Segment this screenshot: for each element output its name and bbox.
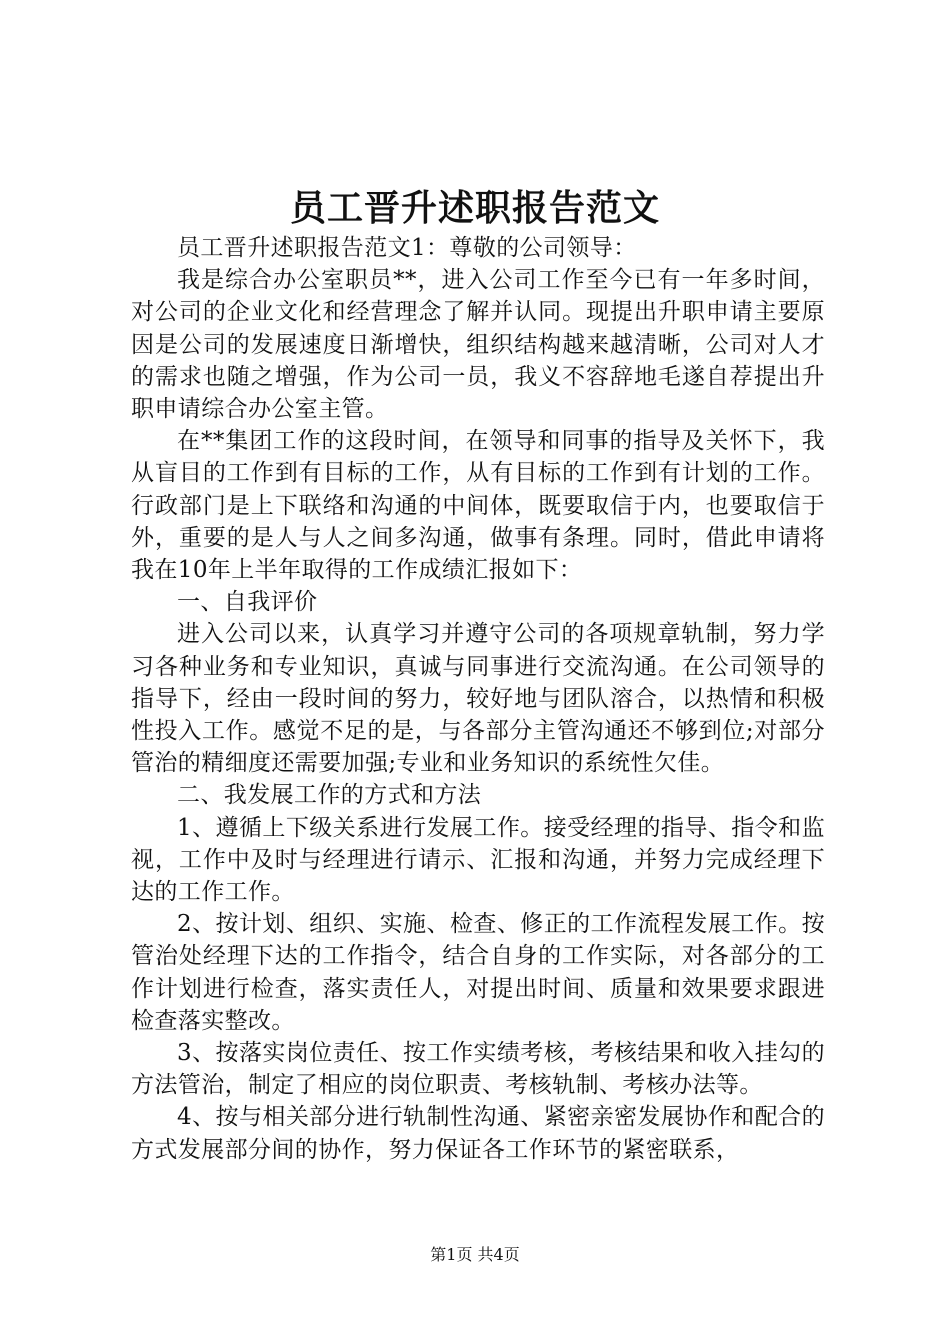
paragraph-method-4: 4、按与相关部分进行轨制性沟通、紧密亲密发展协作和配合的方式发展部分间的协作，努力保证各工作环节的紧密联系， xyxy=(131,1104,825,1163)
paragraph-self-evaluation: 进入公司以来，认真学习并遵守公司的各项规章轨制，努力学习各种业务和专业知识，真诚与同事进行交流沟通。在公司领导的指导下，经由一段时间的努力，较好地与团队溶合，以热情和积极性投入工作。感觉不足的是，与各部分主管沟通还不够到位;对部分管治的精细度还需要加强;专业和业务知识的系统性欠佳。 xyxy=(131,621,825,777)
document-title: 员工晋升述职报告范文 xyxy=(289,187,660,229)
paragraph-method-1: 1、遵循上下级关系进行发展工作。接受经理的指导、指令和监视，工作中及时与经理进行请示、汇报和沟通，并努力完成经理下达的工作工作。 xyxy=(131,814,825,906)
section-heading-work-methods: 二、我发展工作的方式和方法 xyxy=(177,782,482,809)
paragraph-method-3: 3、按落实岗位责任、按工作实绩考核，考核结果和收入挂勾的方法管治，制定了相应的岗位职责、考核轨制、考核办法等。 xyxy=(131,1040,825,1099)
page-number-footer: 第1页 共4页 xyxy=(430,1245,520,1264)
paragraph-introduction: 我是综合办公室职员**，进入公司工作至今已有一年多时间，对公司的企业文化和经营理念了解并认同。现提出升职申请主要原因是公司的发展速度日渐增快，组织结构越来越清晰，公司对人才的需求也随之增强，作为公司一员，我义不容辞地毛遂自荐提出升职申请综合办公室主管。 xyxy=(131,267,825,423)
section-heading-self-evaluation: 一、自我评价 xyxy=(177,589,318,616)
document-body xyxy=(131,232,825,1166)
paragraph-greeting: 员工晋升述职报告范文1：尊敬的公司领导： xyxy=(177,235,637,261)
paragraph-method-2: 2、按计划、组织、实施、检查、修正的工作流程发展工作。按管治处经理下达的工作指令，结合自身的工作实际，对各部分的工作计划进行检查，落实责任人，对提出时间、质量和效果要求跟进检查落实整改。 xyxy=(131,911,825,1034)
paragraph-work-summary: 在**集团工作的这段时间，在领导和同事的指导及关怀下，我从盲目的工作到有目标的工作，从有目标的工作到有计划的工作。行政部门是上下联络和沟通的中间体，既要取信于内，也要取信于外，重要的是人与人之间多沟通，做事有条理。同时，借此申请将我在10年上半年取得的工作成绩汇报如下： xyxy=(131,428,825,584)
